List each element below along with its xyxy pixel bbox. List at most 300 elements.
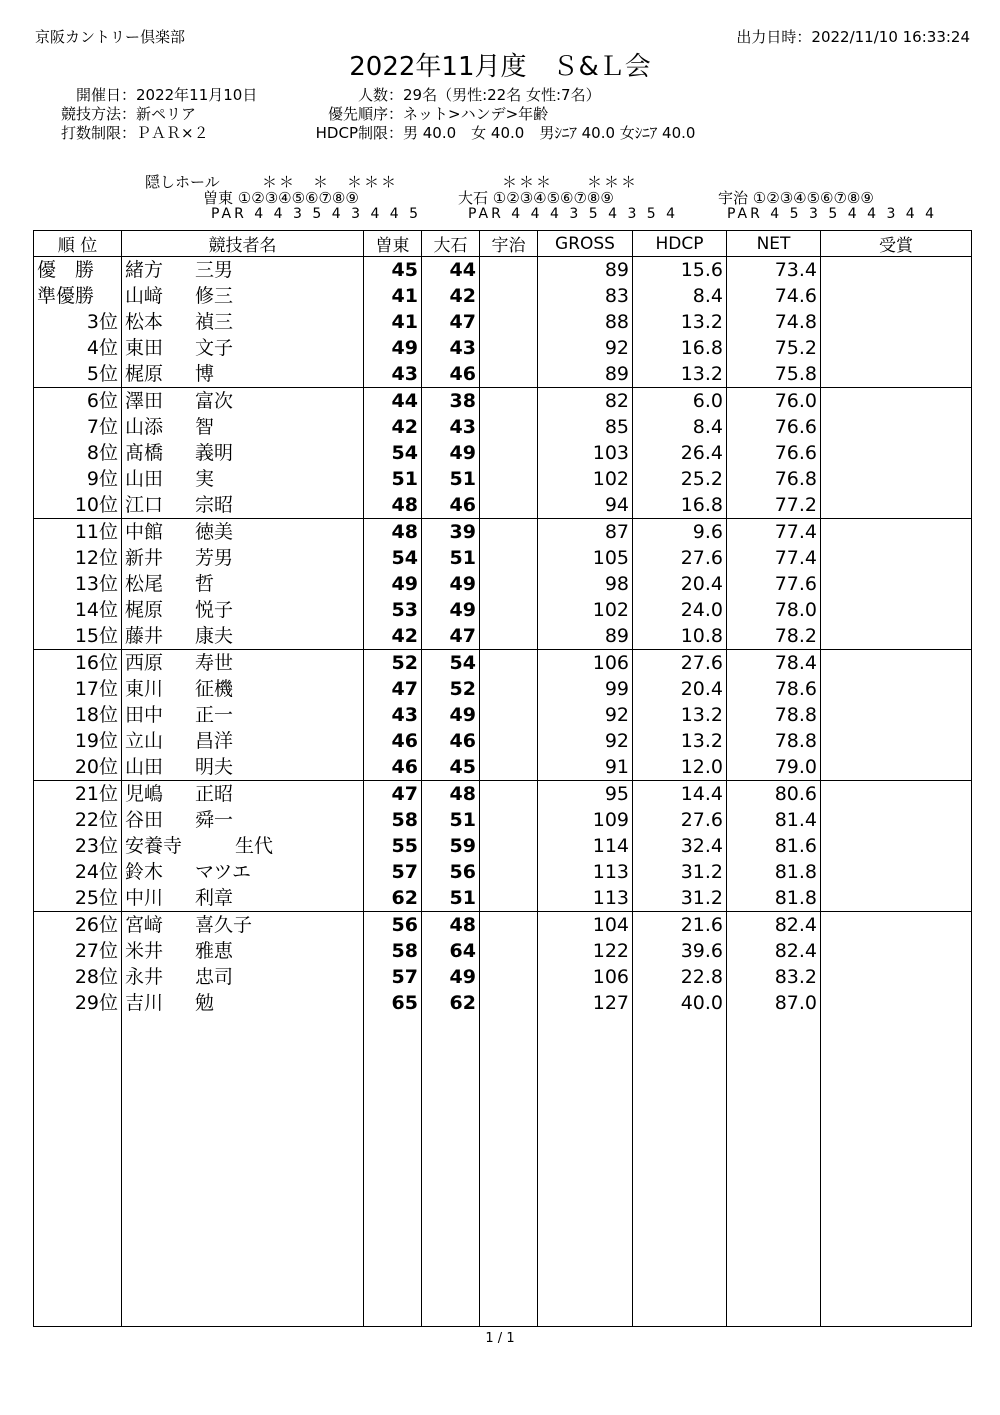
rank-cell: 20位 xyxy=(34,754,122,781)
award-cell xyxy=(821,597,972,623)
rank-cell: 21位 xyxy=(34,781,122,808)
empty-cell xyxy=(633,1016,727,1327)
empty-cell xyxy=(34,1016,122,1327)
sone-score-cell: 62 xyxy=(364,885,422,912)
rank-cell: 28位 xyxy=(34,964,122,990)
limit-label: 打数制限： xyxy=(60,124,136,142)
course-oishi-hole-numbers: ①②③④⑤⑥⑦⑧⑨ xyxy=(492,189,614,207)
hdcp-cell: 39.6 xyxy=(633,938,727,964)
net-cell: 83.2 xyxy=(727,964,821,990)
uji-score-cell xyxy=(480,702,538,728)
gross-cell: 102 xyxy=(538,597,633,623)
results-table xyxy=(33,230,972,1327)
gross-cell: 88 xyxy=(538,309,633,335)
player-family-name: 緒方 xyxy=(125,259,164,281)
header-sone: 曽東 xyxy=(364,231,422,257)
rank-cell: 10位 xyxy=(34,492,122,519)
uji-score-cell xyxy=(480,728,538,754)
award-cell xyxy=(821,519,972,546)
player-family-name: 永井 xyxy=(125,966,164,988)
rank-cell: 22位 xyxy=(34,807,122,833)
hdcp-cell: 32.4 xyxy=(633,833,727,859)
hdcp-cell: 13.2 xyxy=(633,361,727,388)
club-name: 京阪カントリー倶楽部 xyxy=(35,28,186,46)
oishi-score-cell: 49 xyxy=(422,440,480,466)
uji-score-cell xyxy=(480,623,538,650)
net-cell: 81.6 xyxy=(727,833,821,859)
player-name-cell xyxy=(122,492,364,519)
player-name-cell xyxy=(122,309,364,335)
hdcp-cell: 16.8 xyxy=(633,492,727,519)
player-given-name: 禎三 xyxy=(195,311,234,333)
player-family-name: 髙橋 xyxy=(125,442,164,464)
player-given-name: 文子 xyxy=(195,337,234,359)
oishi-score-cell: 43 xyxy=(422,414,480,440)
hdcp-cell: 10.8 xyxy=(633,623,727,650)
sone-score-cell: 42 xyxy=(364,623,422,650)
hdcp-cell: 15.6 xyxy=(633,257,727,284)
player-given-name: 舜一 xyxy=(195,809,234,831)
uji-score-cell xyxy=(480,597,538,623)
oishi-score-cell: 45 xyxy=(422,754,480,781)
info-right xyxy=(300,86,695,143)
printed-timestamp: 出力日時：2022/11/10 16:33:24 xyxy=(736,28,970,46)
empty-cell xyxy=(422,1016,480,1327)
table-row xyxy=(34,361,972,388)
gross-cell: 109 xyxy=(538,807,633,833)
player-given-name: 哲 xyxy=(195,573,215,595)
player-given-name: 征機 xyxy=(195,678,234,700)
header-award: 受賞 xyxy=(821,231,972,257)
player-given-name: 智 xyxy=(195,416,215,438)
table-row xyxy=(34,519,972,546)
award-cell xyxy=(821,361,972,388)
net-cell: 76.0 xyxy=(727,388,821,415)
sone-score-cell: 41 xyxy=(364,309,422,335)
table-row xyxy=(34,885,972,912)
uji-score-cell xyxy=(480,781,538,808)
player-name-cell xyxy=(122,807,364,833)
award-cell xyxy=(821,754,972,781)
player-given-name: 徳美 xyxy=(195,521,234,543)
oishi-score-cell: 38 xyxy=(422,388,480,415)
player-given-name: 正一 xyxy=(195,704,234,726)
table-row xyxy=(34,283,972,309)
award-cell xyxy=(821,492,972,519)
course-sone-hole-numbers: ①②③④⑤⑥⑦⑧⑨ xyxy=(237,189,359,207)
table-row xyxy=(34,833,972,859)
rank-cell: 17位 xyxy=(34,676,122,702)
uji-score-cell xyxy=(480,492,538,519)
uji-score-cell xyxy=(480,257,538,284)
player-family-name: 澤田 xyxy=(125,390,164,412)
player-family-name: 藤井 xyxy=(125,625,164,647)
header-gross: GROSS xyxy=(538,231,633,257)
net-cell: 77.4 xyxy=(727,519,821,546)
gross-cell: 89 xyxy=(538,257,633,284)
date-label: 開催日： xyxy=(75,86,136,104)
empty-filler-row xyxy=(34,1016,972,1327)
player-family-name: 東川 xyxy=(125,678,164,700)
gross-cell: 92 xyxy=(538,702,633,728)
award-cell xyxy=(821,545,972,571)
oishi-hidden-marks: ＊＊＊ ＊＊＊ xyxy=(502,173,639,191)
sone-score-cell: 57 xyxy=(364,859,422,885)
rank-cell: 24位 xyxy=(34,859,122,885)
table-row xyxy=(34,623,972,650)
table-row xyxy=(34,335,972,361)
uji-score-cell xyxy=(480,859,538,885)
rank-cell: 27位 xyxy=(34,938,122,964)
gross-cell: 89 xyxy=(538,623,633,650)
player-name-cell xyxy=(122,676,364,702)
header-uji: 宇治 xyxy=(480,231,538,257)
sone-score-cell: 43 xyxy=(364,361,422,388)
uji-score-cell xyxy=(480,335,538,361)
player-name-cell xyxy=(122,702,364,728)
gross-cell: 102 xyxy=(538,466,633,492)
table-row xyxy=(34,492,972,519)
award-cell xyxy=(821,388,972,415)
course-oishi-name: 大石 xyxy=(458,189,489,207)
player-family-name: 江口 xyxy=(125,494,164,516)
oishi-score-cell: 48 xyxy=(422,781,480,808)
table-row xyxy=(34,964,972,990)
uji-score-cell xyxy=(480,361,538,388)
sone-score-cell: 53 xyxy=(364,597,422,623)
table-row xyxy=(34,440,972,466)
oishi-score-cell: 47 xyxy=(422,623,480,650)
table-row xyxy=(34,597,972,623)
net-cell: 78.2 xyxy=(727,623,821,650)
net-cell: 77.6 xyxy=(727,571,821,597)
net-cell: 79.0 xyxy=(727,754,821,781)
rank-cell: 19位 xyxy=(34,728,122,754)
sone-score-cell: 41 xyxy=(364,283,422,309)
player-given-name: 宗昭 xyxy=(195,494,234,516)
oishi-score-cell: 46 xyxy=(422,728,480,754)
hdcp-cell: 31.2 xyxy=(633,859,727,885)
oishi-score-cell: 42 xyxy=(422,283,480,309)
course-oishi-holes xyxy=(458,187,614,208)
sone-score-cell: 49 xyxy=(364,571,422,597)
uji-score-cell xyxy=(480,938,538,964)
rank-cell: 26位 xyxy=(34,912,122,939)
player-given-name: 三男 xyxy=(195,259,234,281)
hdcp-cell: 6.0 xyxy=(633,388,727,415)
player-given-name: 利章 xyxy=(195,887,234,909)
hdcp-cell: 20.4 xyxy=(633,676,727,702)
gross-cell: 106 xyxy=(538,650,633,677)
net-cell: 76.6 xyxy=(727,440,821,466)
player-family-name: 中川 xyxy=(125,887,164,909)
player-name-cell xyxy=(122,257,364,284)
net-cell: 82.4 xyxy=(727,912,821,939)
gross-cell: 113 xyxy=(538,859,633,885)
player-name-cell xyxy=(122,335,364,361)
hdcp-cell: 27.6 xyxy=(633,650,727,677)
player-given-name: 康夫 xyxy=(195,625,234,647)
gross-cell: 106 xyxy=(538,964,633,990)
empty-cell xyxy=(727,1016,821,1327)
sone-score-cell: 46 xyxy=(364,728,422,754)
uji-score-cell xyxy=(480,414,538,440)
net-cell: 76.6 xyxy=(727,414,821,440)
sone-score-cell: 55 xyxy=(364,833,422,859)
result-rows xyxy=(34,257,972,1327)
net-cell: 87.0 xyxy=(727,990,821,1016)
player-name-cell xyxy=(122,597,364,623)
oishi-score-cell: 49 xyxy=(422,964,480,990)
oishi-score-cell: 49 xyxy=(422,597,480,623)
rank-cell: 29位 xyxy=(34,990,122,1016)
rank-cell: 18位 xyxy=(34,702,122,728)
uji-score-cell xyxy=(480,466,538,492)
gross-cell: 104 xyxy=(538,912,633,939)
net-cell: 81.8 xyxy=(727,859,821,885)
course-sone-holes xyxy=(203,187,359,208)
net-cell: 78.8 xyxy=(727,702,821,728)
rank-cell: 15位 xyxy=(34,623,122,650)
sone-score-cell: 46 xyxy=(364,754,422,781)
uji-score-cell xyxy=(480,309,538,335)
oishi-score-cell: 51 xyxy=(422,807,480,833)
player-given-name: 昌洋 xyxy=(195,730,234,752)
player-family-name: 児嶋 xyxy=(125,783,164,805)
player-given-name: 生代 xyxy=(235,835,274,857)
player-name-cell xyxy=(122,912,364,939)
gross-cell: 103 xyxy=(538,440,633,466)
sone-score-cell: 43 xyxy=(364,702,422,728)
hdcp-cell: 13.2 xyxy=(633,702,727,728)
player-name-cell xyxy=(122,388,364,415)
gross-cell: 113 xyxy=(538,885,633,912)
gross-cell: 83 xyxy=(538,283,633,309)
oishi-score-cell: 48 xyxy=(422,912,480,939)
method-label: 競技方法： xyxy=(60,105,136,123)
uji-score-cell xyxy=(480,754,538,781)
oishi-score-cell: 64 xyxy=(422,938,480,964)
rank-cell: 14位 xyxy=(34,597,122,623)
player-family-name: 梶原 xyxy=(125,363,164,385)
limit-value: ＰＡＲ×２ xyxy=(136,124,209,142)
player-name-cell xyxy=(122,519,364,546)
sone-score-cell: 58 xyxy=(364,938,422,964)
player-given-name: 修三 xyxy=(195,285,234,307)
table-row xyxy=(34,571,972,597)
oishi-score-cell: 39 xyxy=(422,519,480,546)
table-row xyxy=(34,257,972,284)
gross-cell: 98 xyxy=(538,571,633,597)
course-uji-holes xyxy=(718,187,874,208)
gross-cell: 92 xyxy=(538,335,633,361)
player-given-name: 博 xyxy=(195,363,215,385)
table-row xyxy=(34,754,972,781)
award-cell xyxy=(821,807,972,833)
table-row xyxy=(34,728,972,754)
player-name-cell xyxy=(122,545,364,571)
gross-cell: 82 xyxy=(538,388,633,415)
net-cell: 78.4 xyxy=(727,650,821,677)
header-rank: 順 位 xyxy=(34,231,122,257)
net-cell: 77.2 xyxy=(727,492,821,519)
player-given-name: 芳男 xyxy=(195,547,234,569)
hdcp-cell: 26.4 xyxy=(633,440,727,466)
uji-score-cell xyxy=(480,650,538,677)
table-row xyxy=(34,545,972,571)
count-value: 29名（男性:22名 女性:7名） xyxy=(403,86,601,104)
table-row xyxy=(34,938,972,964)
hdcp-cell: 14.4 xyxy=(633,781,727,808)
net-cell: 74.8 xyxy=(727,309,821,335)
rank-cell: 3位 xyxy=(34,309,122,335)
table-row xyxy=(34,650,972,677)
uji-score-cell xyxy=(480,990,538,1016)
hdcp-limit-label: HDCP制限： xyxy=(315,124,403,142)
uji-score-cell xyxy=(480,519,538,546)
net-cell: 81.4 xyxy=(727,807,821,833)
player-name-cell xyxy=(122,414,364,440)
award-cell xyxy=(821,335,972,361)
sone-score-cell: 56 xyxy=(364,912,422,939)
award-cell xyxy=(821,702,972,728)
player-name-cell xyxy=(122,990,364,1016)
empty-cell xyxy=(122,1016,364,1327)
player-name-cell xyxy=(122,728,364,754)
hdcp-cell: 27.6 xyxy=(633,545,727,571)
header-net: NET xyxy=(727,231,821,257)
hidden-holes-label: 隠しホール xyxy=(145,173,220,191)
hdcp-cell: 25.2 xyxy=(633,466,727,492)
priority-value: ネット>ハンデ>年齢 xyxy=(403,105,549,123)
player-family-name: 東田 xyxy=(125,337,164,359)
net-cell: 78.6 xyxy=(727,676,821,702)
award-cell xyxy=(821,885,972,912)
uji-score-cell xyxy=(480,964,538,990)
player-family-name: 立山 xyxy=(125,730,164,752)
award-cell xyxy=(821,728,972,754)
course-uji-hole-numbers: ①②③④⑤⑥⑦⑧⑨ xyxy=(752,189,874,207)
rank-cell: 準優勝 xyxy=(34,283,122,309)
table-row xyxy=(34,309,972,335)
player-family-name: 中館 xyxy=(125,521,164,543)
sone-score-cell: 54 xyxy=(364,440,422,466)
oishi-score-cell: 44 xyxy=(422,257,480,284)
table-row xyxy=(34,388,972,415)
empty-cell xyxy=(480,1016,538,1327)
rank-cell: 4位 xyxy=(34,335,122,361)
player-name-cell xyxy=(122,283,364,309)
uji-score-cell xyxy=(480,545,538,571)
player-family-name: 松本 xyxy=(125,311,164,333)
oishi-score-cell: 62 xyxy=(422,990,480,1016)
hdcp-cell: 24.0 xyxy=(633,597,727,623)
rank-cell: 16位 xyxy=(34,650,122,677)
gross-cell: 91 xyxy=(538,754,633,781)
rank-cell: 6位 xyxy=(34,388,122,415)
header-oishi: 大石 xyxy=(422,231,480,257)
player-given-name: 喜久子 xyxy=(195,914,253,936)
player-name-cell xyxy=(122,361,364,388)
page-title: 2022年11月度 Ｓ&Ｌ会 xyxy=(349,52,651,82)
player-family-name: 宮﨑 xyxy=(125,914,164,936)
rank-cell: 9位 xyxy=(34,466,122,492)
award-cell xyxy=(821,623,972,650)
player-given-name: マツエ xyxy=(195,861,252,883)
oishi-score-cell: 51 xyxy=(422,545,480,571)
sone-score-cell: 48 xyxy=(364,519,422,546)
player-given-name: 雅恵 xyxy=(195,940,234,962)
player-name-cell xyxy=(122,623,364,650)
sone-score-cell: 49 xyxy=(364,335,422,361)
rank-cell: 11位 xyxy=(34,519,122,546)
sone-score-cell: 58 xyxy=(364,807,422,833)
gross-cell: 92 xyxy=(538,728,633,754)
award-cell xyxy=(821,414,972,440)
sone-hidden-marks: ＊＊ ＊ ＊＊＊ xyxy=(262,173,399,191)
sone-score-cell: 51 xyxy=(364,466,422,492)
player-given-name: 悦子 xyxy=(195,599,234,621)
player-given-name: 寿世 xyxy=(195,652,234,674)
hdcp-cell: 27.6 xyxy=(633,807,727,833)
hdcp-cell: 20.4 xyxy=(633,571,727,597)
player-name-cell xyxy=(122,885,364,912)
rank-cell: 12位 xyxy=(34,545,122,571)
award-cell xyxy=(821,309,972,335)
empty-cell xyxy=(538,1016,633,1327)
hdcp-cell: 9.6 xyxy=(633,519,727,546)
table-row xyxy=(34,990,972,1016)
header-hdcp: HDCP xyxy=(633,231,727,257)
hdcp-cell: 13.2 xyxy=(633,728,727,754)
hdcp-cell: 8.4 xyxy=(633,414,727,440)
date-value: 2022年11月10日 xyxy=(136,86,258,104)
net-cell: 78.0 xyxy=(727,597,821,623)
oishi-score-cell: 54 xyxy=(422,650,480,677)
award-cell xyxy=(821,938,972,964)
award-cell xyxy=(821,859,972,885)
oishi-score-cell: 47 xyxy=(422,309,480,335)
net-cell: 81.8 xyxy=(727,885,821,912)
sone-score-cell: 54 xyxy=(364,545,422,571)
player-family-name: 吉川 xyxy=(125,992,164,1014)
hdcp-cell: 40.0 xyxy=(633,990,727,1016)
net-cell: 75.2 xyxy=(727,335,821,361)
sone-score-cell: 52 xyxy=(364,650,422,677)
gross-cell: 105 xyxy=(538,545,633,571)
player-given-name: 義明 xyxy=(195,442,234,464)
award-cell xyxy=(821,990,972,1016)
empty-cell xyxy=(364,1016,422,1327)
course-oishi-par: PAR 4 4 4 3 5 4 3 5 4 xyxy=(468,206,679,222)
player-family-name: 谷田 xyxy=(125,809,164,831)
rank-cell: 13位 xyxy=(34,571,122,597)
oishi-score-cell: 49 xyxy=(422,571,480,597)
player-given-name: 正昭 xyxy=(195,783,234,805)
gross-cell: 89 xyxy=(538,361,633,388)
player-name-cell xyxy=(122,754,364,781)
table-row xyxy=(34,859,972,885)
net-cell: 80.6 xyxy=(727,781,821,808)
net-cell: 77.4 xyxy=(727,545,821,571)
award-cell xyxy=(821,440,972,466)
net-cell: 75.8 xyxy=(727,361,821,388)
course-sone-name: 曽東 xyxy=(203,189,234,207)
sone-score-cell: 42 xyxy=(364,414,422,440)
player-family-name: 鈴木 xyxy=(125,861,164,883)
course-sone-par: PAR 4 4 3 5 4 3 4 4 5 xyxy=(211,206,422,222)
player-name-cell xyxy=(122,859,364,885)
